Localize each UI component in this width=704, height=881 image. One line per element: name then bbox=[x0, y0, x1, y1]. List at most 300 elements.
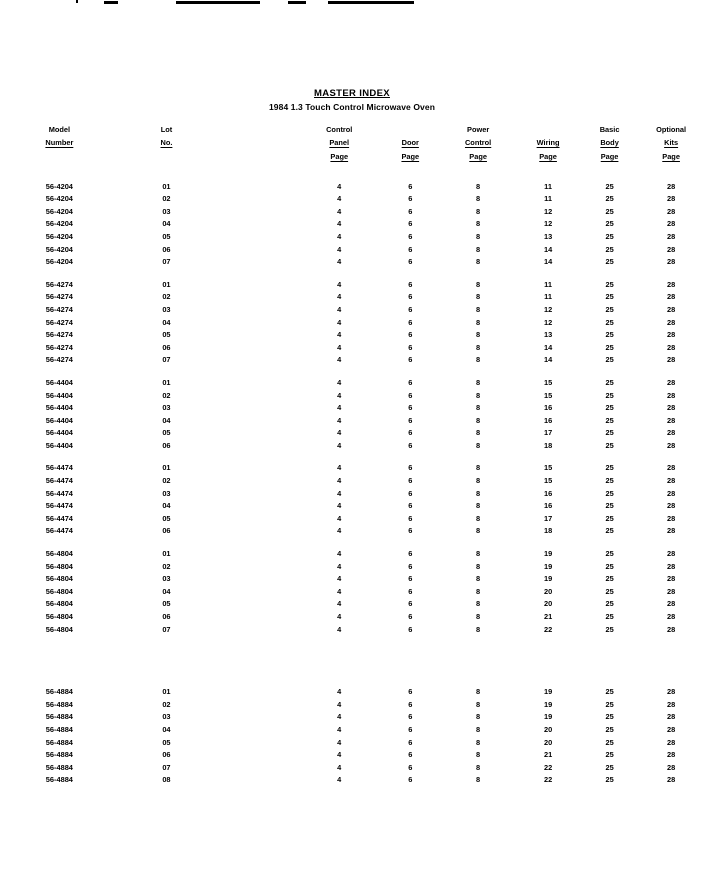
cell-basic-body: 25 bbox=[605, 219, 614, 229]
cell-basic-body: 25 bbox=[605, 501, 614, 511]
cell-door: 6 bbox=[408, 476, 413, 486]
cell-door: 6 bbox=[408, 415, 413, 425]
cell-model-number: 56-4804 bbox=[45, 624, 73, 634]
cell-door: 6 bbox=[408, 194, 413, 204]
cell-basic-body: 25 bbox=[605, 513, 614, 523]
column-header-lot-line1: Lot bbox=[160, 125, 173, 134]
cell-model-number: 56-4274 bbox=[45, 317, 73, 327]
cell-spacer bbox=[214, 737, 299, 750]
cell-wiring: 19 bbox=[543, 561, 553, 571]
table-row bbox=[0, 749, 704, 762]
cell-power-control: 8 bbox=[476, 599, 481, 609]
cell-power-control: 8 bbox=[476, 279, 481, 289]
cell-model-number: 56-4884 bbox=[45, 775, 73, 785]
cell-door: 6 bbox=[408, 317, 413, 327]
table-row bbox=[0, 329, 704, 342]
cell-lot-no: 07 bbox=[162, 624, 171, 634]
cell-control-panel: 4 bbox=[337, 574, 342, 584]
cell-wiring: 18 bbox=[543, 526, 553, 536]
cell-lot-no: 03 bbox=[162, 574, 171, 584]
table-row bbox=[0, 181, 704, 194]
cell-optional-kits: 28 bbox=[666, 574, 676, 584]
cell-model-number: 56-4274 bbox=[45, 342, 73, 352]
cell-control-panel: 4 bbox=[337, 699, 342, 709]
cell-wiring: 14 bbox=[543, 342, 553, 352]
cell-wiring: 16 bbox=[543, 488, 553, 498]
cell-optional-kits: 28 bbox=[666, 699, 676, 709]
group-spacer bbox=[0, 367, 704, 377]
page-sublabel-control-panel: Page bbox=[330, 151, 349, 161]
cell-control-panel: 4 bbox=[337, 219, 342, 229]
cell-model-number: 56-4404 bbox=[45, 403, 73, 413]
cell-optional-kits: 28 bbox=[666, 549, 676, 559]
cell-power-control: 8 bbox=[476, 428, 481, 438]
cell-lot-no: 05 bbox=[162, 231, 171, 241]
cell-spacer bbox=[214, 488, 299, 501]
cell-wiring: 17 bbox=[543, 428, 553, 438]
cell-optional-kits: 28 bbox=[666, 750, 676, 760]
cell-lot-no: 03 bbox=[162, 712, 171, 722]
cell-wiring: 12 bbox=[543, 219, 553, 229]
cell-door: 6 bbox=[408, 750, 413, 760]
cell-power-control: 8 bbox=[476, 317, 481, 327]
cell-wiring: 19 bbox=[543, 699, 553, 709]
group-spacer bbox=[0, 269, 704, 279]
cell-wiring: 19 bbox=[543, 549, 553, 559]
cell-basic-body: 25 bbox=[605, 750, 614, 760]
cell-control-panel: 4 bbox=[337, 279, 342, 289]
column-header-lot-line2: No. bbox=[160, 137, 173, 147]
cell-model-number: 56-4204 bbox=[45, 194, 73, 204]
cell-door: 6 bbox=[408, 244, 413, 254]
cell-lot-no: 07 bbox=[162, 355, 171, 365]
cell-spacer bbox=[214, 624, 299, 637]
cell-optional-kits: 28 bbox=[666, 488, 676, 498]
cell-basic-body: 25 bbox=[605, 342, 614, 352]
cell-power-control: 8 bbox=[476, 257, 481, 267]
cell-control-panel: 4 bbox=[337, 712, 342, 722]
table-row bbox=[0, 762, 704, 775]
cell-power-control: 8 bbox=[476, 206, 481, 216]
cell-basic-body: 25 bbox=[605, 390, 614, 400]
cell-door: 6 bbox=[408, 292, 413, 302]
cell-spacer bbox=[214, 686, 299, 699]
column-header-optional-kits-line2: Kits bbox=[664, 137, 679, 147]
cell-door: 6 bbox=[408, 181, 413, 191]
cell-control-panel: 4 bbox=[337, 513, 342, 523]
cell-wiring: 14 bbox=[543, 257, 553, 267]
cell-door: 6 bbox=[408, 304, 413, 314]
cell-power-control: 8 bbox=[476, 624, 481, 634]
table-row bbox=[0, 513, 704, 526]
cell-door: 6 bbox=[408, 586, 413, 596]
cell-optional-kits: 28 bbox=[666, 440, 676, 450]
cell-spacer bbox=[214, 475, 299, 488]
cell-power-control: 8 bbox=[476, 440, 481, 450]
cell-power-control: 8 bbox=[476, 750, 481, 760]
cell-wiring: 11 bbox=[544, 194, 552, 204]
cell-spacer bbox=[214, 390, 299, 403]
cell-spacer bbox=[214, 256, 299, 269]
table-row bbox=[0, 462, 704, 475]
cell-basic-body: 25 bbox=[605, 206, 614, 216]
cell-optional-kits: 28 bbox=[666, 586, 676, 596]
cell-power-control: 8 bbox=[476, 501, 481, 511]
cell-power-control: 8 bbox=[476, 304, 481, 314]
cell-optional-kits: 28 bbox=[666, 737, 676, 747]
cell-lot-no: 05 bbox=[162, 737, 171, 747]
cell-control-panel: 4 bbox=[337, 488, 342, 498]
cell-basic-body: 25 bbox=[605, 724, 614, 734]
cell-model-number: 56-4404 bbox=[45, 428, 73, 438]
table-row bbox=[0, 598, 704, 611]
cell-lot-no: 04 bbox=[162, 317, 171, 327]
column-header-door-line1 bbox=[380, 124, 441, 137]
cell-optional-kits: 28 bbox=[666, 206, 676, 216]
cell-basic-body: 25 bbox=[605, 586, 614, 596]
cell-power-control: 8 bbox=[476, 377, 481, 387]
cell-lot-no: 04 bbox=[162, 501, 171, 511]
cell-wiring: 20 bbox=[543, 599, 553, 609]
cell-door: 6 bbox=[408, 231, 413, 241]
header-row-page bbox=[0, 151, 704, 181]
cell-spacer bbox=[214, 231, 299, 244]
cell-lot-no: 05 bbox=[162, 513, 171, 523]
cell-door: 6 bbox=[408, 206, 413, 216]
cell-lot-no: 08 bbox=[162, 775, 171, 785]
cell-power-control: 8 bbox=[476, 513, 481, 523]
column-header-wiring-line1 bbox=[515, 124, 581, 137]
column-header-optional-kits-line1: Optional bbox=[656, 125, 687, 134]
scan-artifact-strip bbox=[0, 0, 704, 6]
cell-power-control: 8 bbox=[476, 712, 481, 722]
cell-model-number: 56-4274 bbox=[45, 279, 73, 289]
cell-model-number: 56-4804 bbox=[45, 561, 73, 571]
cell-optional-kits: 28 bbox=[666, 317, 676, 327]
column-header-power-control-line2: Control bbox=[464, 137, 492, 147]
table-row bbox=[0, 699, 704, 712]
cell-basic-body: 25 bbox=[605, 304, 614, 314]
cell-model-number: 56-4474 bbox=[45, 513, 73, 523]
cell-power-control: 8 bbox=[476, 762, 481, 772]
cell-power-control: 8 bbox=[476, 574, 481, 584]
cell-power-control: 8 bbox=[476, 463, 481, 473]
cell-basic-body: 25 bbox=[605, 775, 614, 785]
column-header-basic-body-line1: Basic bbox=[599, 125, 620, 134]
cell-spacer bbox=[214, 342, 299, 355]
table-row bbox=[0, 440, 704, 453]
cell-basic-body: 25 bbox=[605, 377, 614, 387]
cell-model-number: 56-4404 bbox=[45, 377, 73, 387]
column-header-control-panel-line1: Control bbox=[326, 125, 353, 134]
document-header bbox=[0, 88, 704, 113]
column-header-model-line2: Number bbox=[45, 137, 74, 147]
cell-power-control: 8 bbox=[476, 476, 481, 486]
cell-control-panel: 4 bbox=[337, 561, 342, 571]
page-sublabel-door: Page bbox=[401, 151, 420, 161]
cell-control-panel: 4 bbox=[337, 231, 342, 241]
cell-model-number: 56-4274 bbox=[45, 355, 73, 365]
header-row-line2 bbox=[0, 137, 704, 151]
cell-basic-body: 25 bbox=[605, 317, 614, 327]
cell-wiring: 21 bbox=[543, 612, 553, 621]
cell-optional-kits: 28 bbox=[666, 304, 676, 314]
cell-control-panel: 4 bbox=[337, 330, 342, 340]
cell-wiring: 13 bbox=[543, 330, 553, 340]
cell-power-control: 8 bbox=[476, 737, 481, 747]
cell-door: 6 bbox=[408, 762, 413, 772]
cell-control-panel: 4 bbox=[337, 762, 342, 772]
header-spacer bbox=[214, 124, 299, 137]
cell-lot-no: 03 bbox=[162, 206, 171, 216]
cell-lot-no: 05 bbox=[162, 428, 171, 438]
cell-basic-body: 25 bbox=[605, 231, 614, 241]
cell-control-panel: 4 bbox=[337, 403, 342, 413]
cell-door: 6 bbox=[408, 687, 413, 697]
cell-power-control: 8 bbox=[476, 231, 481, 241]
cell-model-number: 56-4804 bbox=[45, 574, 73, 584]
cell-wiring: 19 bbox=[543, 574, 553, 584]
table-row bbox=[0, 488, 704, 501]
cell-control-panel: 4 bbox=[337, 775, 342, 785]
table-row bbox=[0, 317, 704, 330]
cell-power-control: 8 bbox=[476, 561, 481, 571]
cell-optional-kits: 28 bbox=[666, 231, 676, 241]
table-row bbox=[0, 624, 704, 637]
cell-spacer bbox=[214, 561, 299, 574]
table-row bbox=[0, 427, 704, 440]
cell-control-panel: 4 bbox=[337, 750, 342, 760]
cell-optional-kits: 28 bbox=[666, 526, 676, 536]
cell-spacer bbox=[214, 724, 299, 737]
cell-model-number: 56-4804 bbox=[45, 549, 73, 559]
cell-optional-kits: 28 bbox=[666, 279, 676, 289]
page-sublabel-wiring: Page bbox=[539, 151, 557, 161]
cell-model-number: 56-4474 bbox=[45, 476, 73, 486]
cell-control-panel: 4 bbox=[337, 342, 342, 352]
table-row bbox=[0, 291, 704, 304]
table-row bbox=[0, 279, 704, 292]
cell-spacer bbox=[214, 462, 299, 475]
document-title: MASTER INDEX bbox=[314, 88, 390, 99]
cell-lot-no: 01 bbox=[162, 463, 171, 473]
cell-model-number: 56-4804 bbox=[45, 586, 73, 596]
cell-model-number: 56-4204 bbox=[45, 231, 73, 241]
cell-wiring: 22 bbox=[543, 762, 553, 772]
scan-artifact-bar bbox=[104, 1, 118, 4]
cell-control-panel: 4 bbox=[337, 476, 342, 486]
cell-model-number: 56-4474 bbox=[45, 526, 73, 536]
cell-door: 6 bbox=[408, 775, 413, 785]
cell-optional-kits: 28 bbox=[666, 513, 676, 523]
cell-door: 6 bbox=[408, 712, 413, 722]
cell-power-control: 8 bbox=[476, 612, 481, 621]
cell-lot-no: 02 bbox=[162, 390, 171, 400]
cell-wiring: 20 bbox=[543, 586, 553, 596]
header-spacer bbox=[214, 151, 299, 181]
cell-wiring: 14 bbox=[543, 355, 553, 365]
column-header-control-panel-line2: Panel bbox=[329, 137, 350, 147]
cell-wiring: 16 bbox=[543, 501, 553, 511]
cell-spacer bbox=[214, 598, 299, 611]
cell-optional-kits: 28 bbox=[666, 342, 676, 352]
cell-power-control: 8 bbox=[476, 549, 481, 559]
cell-model-number: 56-4474 bbox=[45, 488, 73, 498]
cell-door: 6 bbox=[408, 342, 413, 352]
table-row bbox=[0, 231, 704, 244]
cell-lot-no: 04 bbox=[162, 415, 171, 425]
cell-door: 6 bbox=[408, 390, 413, 400]
cell-lot-no: 07 bbox=[162, 257, 171, 267]
page-sublabel-power-control: Page bbox=[469, 151, 487, 161]
cell-optional-kits: 28 bbox=[666, 428, 676, 438]
cell-power-control: 8 bbox=[476, 244, 481, 254]
cell-power-control: 8 bbox=[476, 687, 481, 697]
cell-basic-body: 25 bbox=[605, 712, 614, 722]
cell-power-control: 8 bbox=[476, 181, 481, 191]
cell-model-number: 56-4884 bbox=[45, 737, 73, 747]
table-row bbox=[0, 774, 704, 787]
cell-model-number: 56-4204 bbox=[45, 244, 73, 254]
cell-door: 6 bbox=[408, 501, 413, 511]
cell-control-panel: 4 bbox=[337, 737, 342, 747]
master-index-table bbox=[0, 124, 704, 787]
cell-wiring: 12 bbox=[543, 304, 553, 314]
header-spacer bbox=[0, 151, 119, 181]
cell-spacer bbox=[214, 427, 299, 440]
cell-wiring: 18 bbox=[543, 440, 553, 450]
cell-basic-body: 25 bbox=[605, 292, 614, 302]
cell-wiring: 16 bbox=[543, 415, 553, 425]
cell-basic-body: 25 bbox=[605, 737, 614, 747]
table-row bbox=[0, 586, 704, 599]
cell-basic-body: 25 bbox=[605, 476, 614, 486]
table-row bbox=[0, 193, 704, 206]
cell-lot-no: 06 bbox=[162, 612, 171, 621]
cell-basic-body: 25 bbox=[605, 428, 614, 438]
cell-power-control: 8 bbox=[476, 194, 481, 204]
cell-control-panel: 4 bbox=[337, 355, 342, 365]
table-row bbox=[0, 342, 704, 355]
cell-wiring: 19 bbox=[543, 687, 553, 697]
cell-power-control: 8 bbox=[476, 724, 481, 734]
cell-door: 6 bbox=[408, 599, 413, 609]
cell-control-panel: 4 bbox=[337, 181, 342, 191]
cell-optional-kits: 28 bbox=[666, 355, 676, 365]
cell-optional-kits: 28 bbox=[666, 181, 676, 191]
cell-model-number: 56-4804 bbox=[45, 612, 73, 621]
cell-lot-no: 06 bbox=[162, 526, 171, 536]
cell-spacer bbox=[214, 377, 299, 390]
cell-wiring: 11 bbox=[544, 292, 552, 302]
cell-basic-body: 25 bbox=[605, 762, 614, 772]
cell-wiring: 15 bbox=[543, 476, 553, 486]
cell-spacer bbox=[214, 525, 299, 538]
table-row bbox=[0, 548, 704, 561]
cell-wiring: 12 bbox=[543, 317, 553, 327]
scan-artifact-bar bbox=[176, 1, 260, 4]
cell-model-number: 56-4274 bbox=[45, 330, 73, 340]
cell-door: 6 bbox=[408, 488, 413, 498]
cell-basic-body: 25 bbox=[605, 440, 614, 450]
cell-spacer bbox=[214, 611, 299, 624]
table-row bbox=[0, 206, 704, 219]
cell-optional-kits: 28 bbox=[666, 712, 676, 722]
cell-power-control: 8 bbox=[476, 355, 481, 365]
cell-model-number: 56-4404 bbox=[45, 440, 73, 450]
cell-optional-kits: 28 bbox=[666, 403, 676, 413]
cell-optional-kits: 28 bbox=[666, 219, 676, 229]
cell-door: 6 bbox=[408, 526, 413, 536]
cell-wiring: 11 bbox=[544, 279, 552, 289]
cell-control-panel: 4 bbox=[337, 377, 342, 387]
cell-control-panel: 4 bbox=[337, 415, 342, 425]
cell-door: 6 bbox=[408, 624, 413, 634]
cell-spacer bbox=[214, 402, 299, 415]
table-row bbox=[0, 711, 704, 724]
cell-spacer bbox=[214, 317, 299, 330]
table-row bbox=[0, 256, 704, 269]
cell-lot-no: 01 bbox=[162, 377, 171, 387]
cell-door: 6 bbox=[408, 403, 413, 413]
table-row bbox=[0, 377, 704, 390]
cell-door: 6 bbox=[408, 699, 413, 709]
table-row bbox=[0, 354, 704, 367]
cell-control-panel: 4 bbox=[337, 724, 342, 734]
cell-model-number: 56-4204 bbox=[45, 181, 73, 191]
cell-wiring: 20 bbox=[543, 724, 553, 734]
cell-optional-kits: 28 bbox=[666, 476, 676, 486]
cell-basic-body: 25 bbox=[605, 488, 614, 498]
header-spacer bbox=[119, 151, 214, 181]
cell-basic-body: 25 bbox=[605, 279, 614, 289]
cell-lot-no: 02 bbox=[162, 194, 171, 204]
cell-wiring: 16 bbox=[543, 403, 553, 413]
cell-model-number: 56-4474 bbox=[45, 501, 73, 511]
cell-basic-body: 25 bbox=[605, 699, 614, 709]
scan-artifact-tick bbox=[76, 0, 78, 3]
cell-control-panel: 4 bbox=[337, 687, 342, 697]
cell-model-number: 56-4884 bbox=[45, 712, 73, 722]
table-row bbox=[0, 304, 704, 317]
cell-lot-no: 07 bbox=[162, 762, 171, 772]
cell-control-panel: 4 bbox=[337, 390, 342, 400]
cell-optional-kits: 28 bbox=[666, 612, 676, 621]
cell-wiring: 15 bbox=[543, 463, 553, 473]
table-row bbox=[0, 475, 704, 488]
cell-door: 6 bbox=[408, 257, 413, 267]
cell-basic-body: 25 bbox=[605, 561, 614, 571]
cell-wiring: 22 bbox=[543, 775, 553, 785]
column-header-wiring-line2: Wiring bbox=[536, 137, 560, 147]
cell-spacer bbox=[214, 573, 299, 586]
cell-lot-no: 03 bbox=[162, 304, 171, 314]
cell-basic-body: 25 bbox=[605, 463, 614, 473]
cell-wiring: 15 bbox=[543, 390, 553, 400]
cell-basic-body: 25 bbox=[605, 330, 614, 340]
cell-wiring: 22 bbox=[543, 624, 553, 634]
cell-lot-no: 02 bbox=[162, 699, 171, 709]
cell-door: 6 bbox=[408, 737, 413, 747]
cell-lot-no: 06 bbox=[162, 342, 171, 352]
cell-spacer bbox=[214, 500, 299, 513]
cell-lot-no: 06 bbox=[162, 750, 171, 760]
cell-optional-kits: 28 bbox=[666, 244, 676, 254]
table-row bbox=[0, 561, 704, 574]
table-row bbox=[0, 415, 704, 428]
cell-basic-body: 25 bbox=[605, 599, 614, 609]
cell-basic-body: 25 bbox=[605, 257, 614, 267]
